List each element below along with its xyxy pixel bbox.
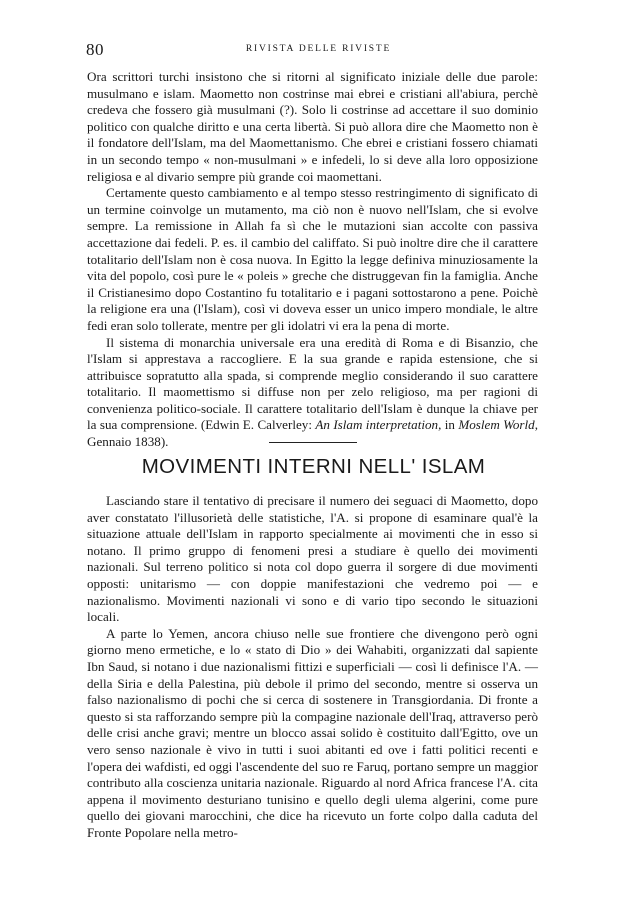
section-divider [269,442,357,443]
citation-in: in [441,417,459,433]
paragraph: Ora scrittori turchi insistono che si ritorni al significato iniziale delle due parole: musulmano e islam. Maometto non costrinse mai ebrei e cristiani all'abiura, perchè credeva che fossero già musulmani (?). Solo li costrinse ad accettare il suo dominio politico con qualche diritto e una certa libertà. Si può allora dire che Maometto non è il fondatore dell'Islam, ma del Maomettanismo. Che ebrei e cristiani fossero chiamati in un secondo tempo « non-musulmani » e infedeli, lo si deve alla loro opposizione religiosa e al divario sempre più grande coi maomettani. [87,69,538,184]
article-calverley [87,69,538,451]
citation-journal: Moslem World [458,417,535,433]
paragraph: Certamente questo cambiamento e al tempo stesso restringimento di significato di un termine coinvolge un mutamento, ma ciò non è nuovo nell'Islam, che si evolve sempre. La remissione in Allah fa sì che le mutazioni sian accolte con passiva accettazione dai fedeli. P. es. il cambio del califfato. Si può inoltre dire che il carattere totalitario dell'Islam non è cosa nuova. In Egitto la legge definiva minuziosamente la vita del popolo, così pure le « poleis » greche che distruggevan fin la famiglia. Anche il Cristianesimo dopo Costantino fu totalitario e i pagani sottostarono a pene. Poichè la religione era una (l'Islam), così vi doveva esser un unico impero mondiale, le altre fedi eran solo tollerate, mentre per gli idolatri vi era la pena di morte. [87,185,538,333]
article-movimenti [87,493,538,841]
paragraph: A parte lo Yemen, ancora chiuso nelle sue frontiere che divengono però ogni giorno meno ermetiche, e lo « stato di Dio » dei Wahabiti, organizzati dal sapiente Ibn Saud, si notano i due nazionalismi fittizi e superficiali — così li definisce l'A. — della Siria e della Palestina, più debole il primo del secondo, mentre si osserva un falso nazionalismo di pochi che si cerca di sostenere in Transgiordania. Di fronte a questo si sta rafforzando sempre più la compagine nazionale dell'Iraq, attraverso però delle crisi anche gravi; mentre un blocco assai solido è costituito dall'Egitto, ove un vero senso nazionale è vivo in tutti i suoi abitanti ed ove i fatti politici recenti e l'opera dei wafdisti, ed oggi l'ascendente del suo re Faruq, portano sempre un maggior contributo alla coscienza unitaria nazionale. Riguardo al nord Africa francese l'A. cita appena il movimento desturiano tunisino e quello degli ulema algerini, come pure quello dei giovani marocchini, che dice ha ricevuto un forte colpo dalla caduta del Fronte Popolare nella metro- [87,625,538,840]
section-title: MOVIMENTI INTERNI NELL' ISLAM [141,455,486,478]
citation-title: An Islam interpretation, [315,417,442,433]
citation-date: , Gennaio 1838). [87,417,538,450]
paragraph: Lasciando stare il tentativo di precisare il numero dei seguaci di Maometto, dopo aver constatato l'illusorietà delle statistiche, l'A. si propone di esaminare qual'è la situazione attuale dell'Islam in rapporto specialmente ai movimenti che in esso si notano. Il primo gruppo di fenomeni presi a studiare è quello dei movimenti nazionali. Sul terreno politico si nota col dopo guerra il sorgere di due movimenti opposti: unitarismo — con doppie manifestazioni che vedremo poi — e nazionalismo. Movimenti nazionali vi sono e di vario tipo secondo le situazioni locali. [87,493,538,625]
running-head: RIVISTA DELLE RIVISTE [245,44,392,54]
page-number: 80 [86,40,104,59]
paragraph [87,335,538,451]
paragraph-text: Il sistema di monarchia universale era una eredità di Roma e di Bisanzio, che l'Islam si apprestava a raccogliere. E la sua grande e rapida estensione, che si attribuisce sopratutto alla spada, si comprende meglio considerando il suo carattere totalitario. Il maomettismo si diffuse non per zelo religioso, ma per ragioni di convenienza politico-sociale. Il carattere totalitario dell'Islam è dunque la chiave per la sua comprensione. [87,334,538,433]
citation-open: (Edwin E. Calverley: [200,417,316,433]
